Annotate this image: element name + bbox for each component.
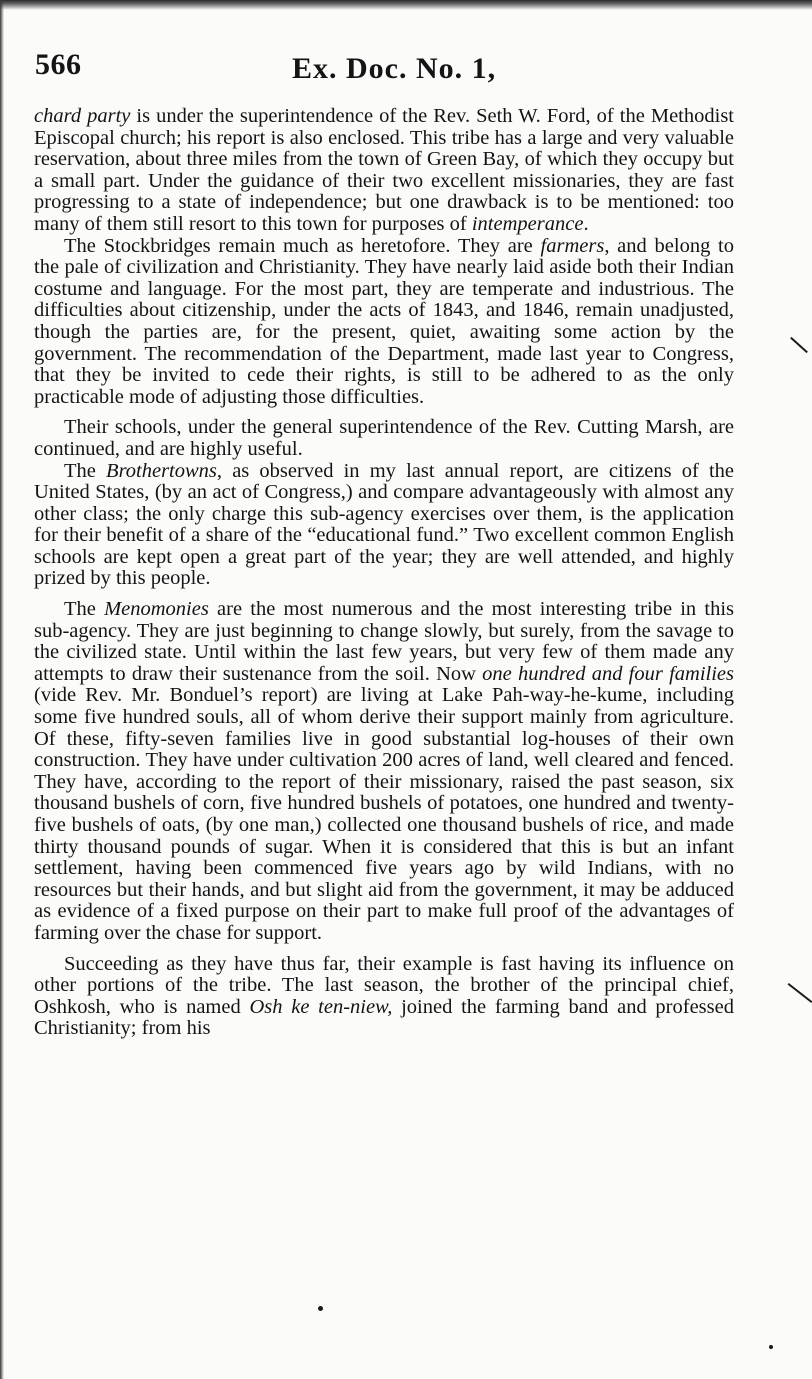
paragraph-succeeding: [34, 954, 734, 1040]
paragraph-continuation: [34, 106, 734, 236]
italic-phrase: one hundred and four families: [482, 662, 734, 685]
running-head: Ex. Doc. No. 1,: [292, 52, 497, 85]
margin-mark: [788, 983, 812, 1003]
paragraph-text: Succeeding as they have thus far, their example is fast having its influence on other portions of the tribe. The last season, the brother of the principal chief, Oshkosh, who is named: [34, 952, 734, 1018]
paragraph-text: , and belong to the pale of civilization and Christianity. They have nearly laid aside both their Indian costume and language. For the most part, they are temperate and industrious. The difficulties about citizenship, under the acts of 1843, and 1846, remain unadjusted, though the parties are, for the present, quiet, awaiting some action by the government. The recommendation of the Department, made last year to Congress, that they be invited to cede their rights, is still to be adhered to as the only practicable mode of adjusting those difficulties.: [34, 234, 735, 408]
italic-phrase: Brothertowns: [106, 459, 217, 482]
italic-phrase: chard party: [34, 105, 131, 127]
paragraph-text: (vide Rev. Mr. Bonduel’s report) are living at Lake Pah-way-he-kume, including some five hundred souls, all of whom derive their support mainly from agriculture. Of these, fifty-seven families live in good substantial log-houses of their own construction. They have under cultivation 200 acres of land, well cleared and fenced. They have, according to the report of their missionary, raised the past season, six thousand bushels of corn, five hundred bushels of potatoes, one hundred and twenty-five bushels of oats, (by one man,) collected one thousand bushels of rice, and made thirty thousand pounds of sugar. When it is considered that this is but an infant settlement, having been commenced five years ago by wild Indians, with no resources but their hands, and but slight aid from the government, it may be adduced as evidence of a fixed purpose on their part to make full proof of the advantages of farming over the chase for support.: [34, 684, 734, 944]
page-number: 566: [35, 48, 82, 81]
paragraph-text: The: [64, 598, 105, 621]
paragraph-schools: [34, 417, 734, 460]
italic-phrase: Osh ke ten-niew,: [249, 995, 393, 1018]
paragraph-text: joined the farming band and professed Christianity; from his: [34, 995, 734, 1040]
italic-phrase: farmers: [540, 234, 605, 257]
paragraph-text: The: [64, 459, 107, 482]
ink-speck: [769, 1345, 773, 1349]
paragraph-menomonies: [34, 599, 734, 945]
italic-phrase: intemperance: [471, 212, 584, 235]
margin-mark: [790, 337, 808, 353]
paragraph-text: .: [583, 212, 589, 235]
scan-edge-top: [0, 0, 812, 10]
paragraph-stockbridges: [34, 236, 734, 409]
paragraph-text: The Stockbridges remain much as heretofore. They are: [64, 234, 541, 257]
scan-edge-left: [0, 0, 4, 1379]
paragraph-text: , as observed in my last annual report, are citizens of the United States, (by an act of Congress,) and compare advantageously with almost any other class; the only charge this sub-agency exercises over them, is the application for their benefit of a share of the “educational fund.” Two excellent common English schools are kept open a great part of the year; they are well attended, and highly prized by this people.: [34, 459, 734, 590]
paragraph-text: is under the superintendence of the Rev. Seth W. Ford, of the Methodist Episcopal church; his report is also enclosed. This tribe has a large and very valuable reservation, about three miles from the town of Green Bay, of which they occupy but a small part. Under the guidance of their two excellent missionaries, they are fast progressing to a state of independence; but one drawback is to be mentioned: too many of them still resort to this town for purposes of: [34, 105, 734, 235]
ink-speck: [318, 1306, 323, 1311]
body-text: [34, 106, 734, 1040]
paragraph-brothertowns: [34, 461, 734, 591]
italic-phrase: Menomonies: [104, 598, 209, 621]
paragraph-text: are the most numerous and the most interesting tribe in this sub-agency. They are just beginning to change slowly, but surely, from the savage to the civilized state. Until within the last few years, but very few of them made any attempts to draw their sustenance from the soil. Now: [34, 598, 734, 685]
paragraph-text: Their schools, under the general superintendence of the Rev. Cutting Marsh, are continued, and are highly useful.: [34, 416, 734, 460]
